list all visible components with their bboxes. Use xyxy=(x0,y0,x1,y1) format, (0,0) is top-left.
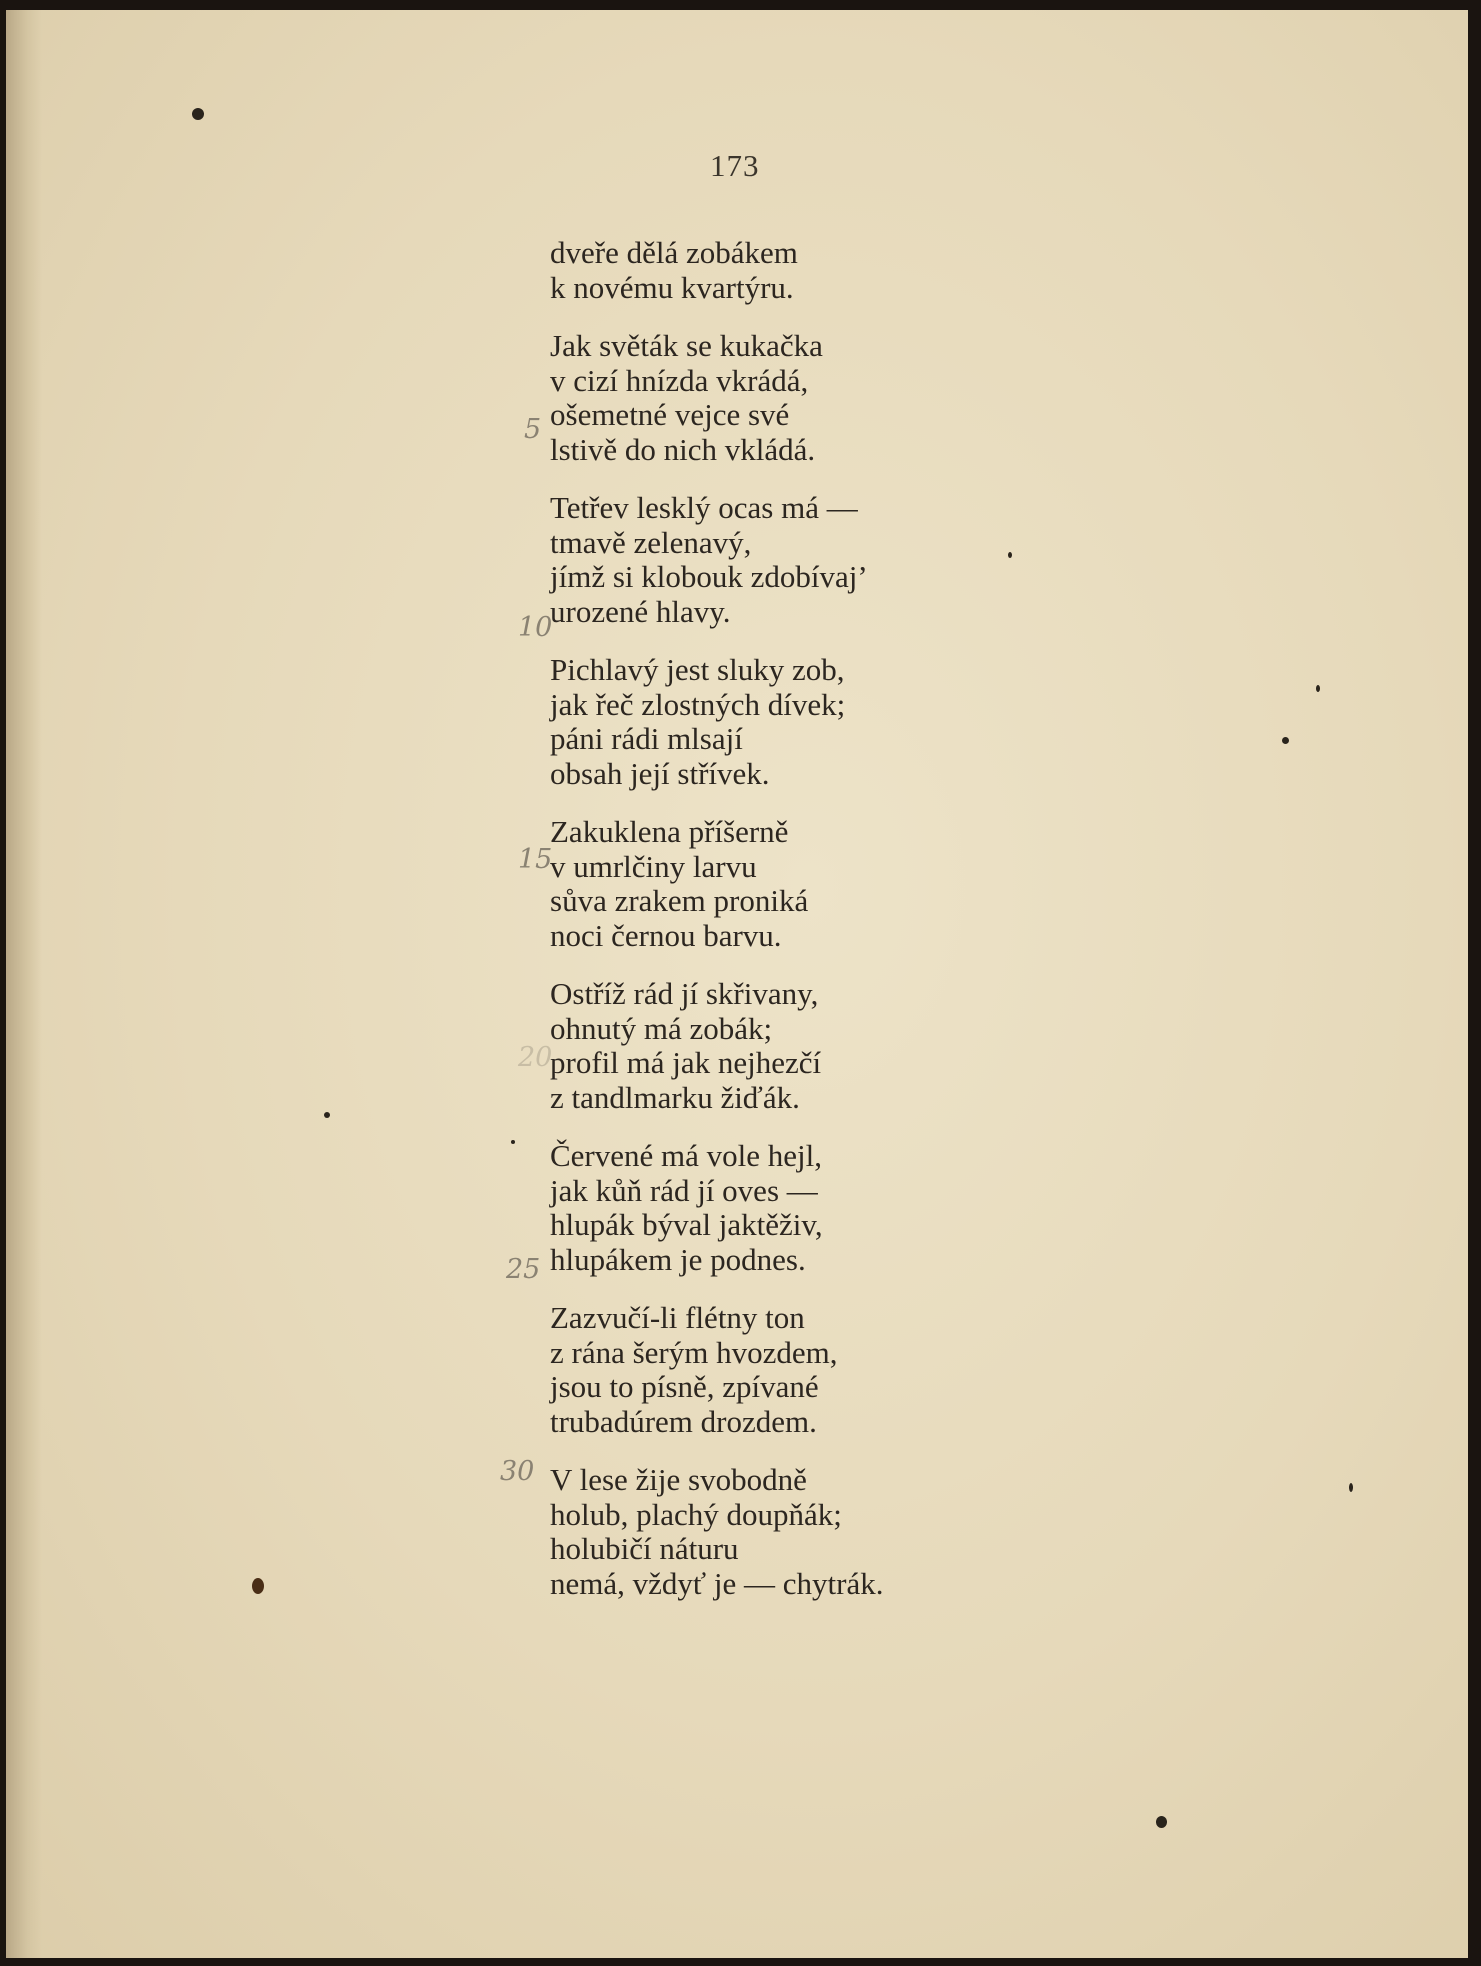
stanza xyxy=(550,653,1070,791)
verse-line: dveře dělá zobákem xyxy=(550,235,798,270)
stanza xyxy=(550,1139,1070,1277)
stanza xyxy=(550,977,1070,1115)
verse-line: Ostříž rád jí skřivany, xyxy=(550,976,819,1011)
verse-line: trubadúrem drozdem. xyxy=(550,1403,817,1439)
verse-line: profil má jak nejhezčí xyxy=(550,1045,822,1080)
ink-speck xyxy=(1156,1816,1167,1828)
ink-speck xyxy=(324,1112,330,1118)
ink-speck xyxy=(1349,1483,1353,1492)
verse-line: nemá, vždyť je — chytrák. xyxy=(550,1565,884,1601)
margin-line-number: 20 xyxy=(518,1042,553,1073)
verse-line: Červené má vole hejl, xyxy=(550,1138,823,1173)
verse-line: jak řeč zlostných dívek; xyxy=(550,686,846,722)
verse-line: Zakuklena příšerně xyxy=(550,814,789,849)
verse-line: jsou to písně, zpívané xyxy=(550,1369,819,1404)
stanza xyxy=(550,236,1070,305)
verse-line: z rána šerým hvozdem, xyxy=(550,1334,838,1370)
verse-line: Zazvučí-li flétny ton xyxy=(550,1300,805,1335)
verse-line: Jak světák se kukačka xyxy=(550,328,823,363)
stanza xyxy=(550,1463,1070,1601)
margin-line-number: 10 xyxy=(518,612,553,643)
ink-speck xyxy=(511,1140,515,1144)
verse-line: v umrlčiny larvu xyxy=(550,848,757,884)
verse-line: ošemetné vejce své xyxy=(550,397,790,432)
verse-line: sůva zrakem proniká xyxy=(550,883,809,918)
verse-line: ohnutý má zobák; xyxy=(550,1010,773,1046)
ink-speck xyxy=(192,108,204,120)
verse-line: k novému kvartýru. xyxy=(550,269,794,305)
verse-line: urozené hlavy. xyxy=(550,593,731,629)
margin-line-number: 30 xyxy=(500,1456,535,1487)
verse-line: noci černou barvu. xyxy=(550,917,782,953)
margin-line-number: 15 xyxy=(518,844,553,875)
page-gutter xyxy=(6,10,42,1958)
verse-line: páni rádi mlsají xyxy=(550,721,743,756)
verse-line: hlupák býval jaktěživ, xyxy=(550,1207,823,1242)
verse-line: holubičí náturu xyxy=(550,1531,739,1566)
verse-line: obsah její střívek. xyxy=(550,755,770,791)
margin-line-number: 5 xyxy=(524,414,542,445)
page-number: 173 xyxy=(710,148,760,183)
verse-line: Pichlavý jest sluky zob, xyxy=(550,652,845,687)
verse-line: z tandlmarku žiďák. xyxy=(550,1079,800,1115)
margin-line-number: 25 xyxy=(506,1254,541,1285)
verse-line: Tetřev lesklý ocas má — xyxy=(550,490,858,525)
stanza xyxy=(550,329,1070,467)
verse-line: jak kůň rád jí oves — xyxy=(550,1172,818,1208)
stanza xyxy=(550,1301,1070,1439)
ink-speck xyxy=(1008,552,1012,558)
verse-line: lstivě do nich vkládá. xyxy=(550,431,816,467)
verse-line: tmavě zelenavý, xyxy=(550,524,752,560)
verse-line: jímž si klobouk zdobívaj’ xyxy=(550,559,868,594)
ink-speck xyxy=(1316,685,1320,692)
verse-line: V lese žije svobodně xyxy=(550,1462,807,1497)
verse-line: holub, plachý doupňák; xyxy=(550,1496,842,1532)
ink-speck xyxy=(1282,737,1289,744)
stanza xyxy=(550,815,1070,953)
book-page xyxy=(6,10,1468,1958)
stanza xyxy=(550,491,1070,629)
poem-text xyxy=(550,236,1070,1625)
ink-speck xyxy=(252,1578,264,1594)
verse-line: hlupákem je podnes. xyxy=(550,1241,806,1277)
verse-line: v cizí hnízda vkrádá, xyxy=(550,362,809,398)
